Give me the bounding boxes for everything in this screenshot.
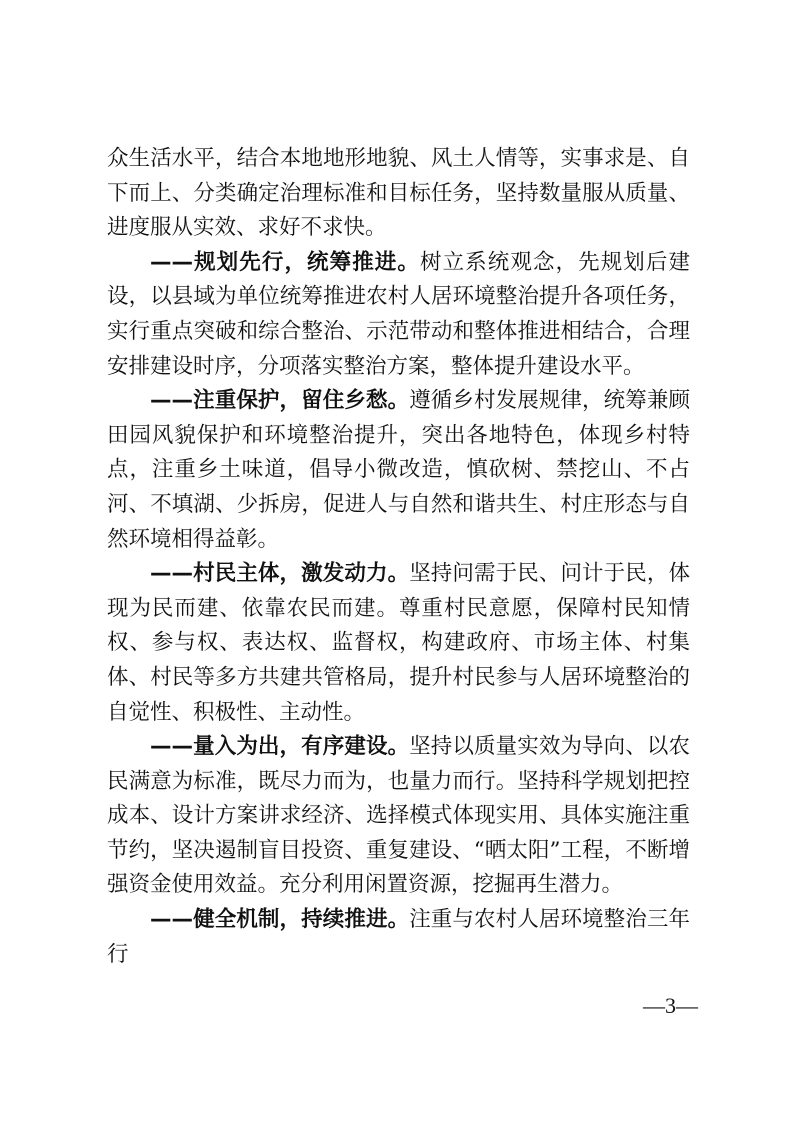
section-lead: ——注重保护，留住乡愁。 — [150, 388, 410, 414]
section-lead: ——村民主体，激发动力。 — [150, 561, 410, 587]
section-body: 坚持问需于民、问计于民，体现为民而建、依靠农民而建。尊重村民意愿，保障村民知情权、参与权、表达权、监督权，构建政府、市场主体、村集体、村民等多方共建共管格局，提升村民参与人居环境整治的自觉性、积极性、主动性。 — [107, 561, 690, 725]
section-lead: ——量入为出，有序建设。 — [150, 734, 410, 760]
section-lead: ——健全机制，持续推进。 — [150, 907, 410, 933]
document-body — [107, 142, 690, 972]
section-paragraph-planning — [107, 246, 690, 384]
section-lead: ——规划先行，统筹推进。 — [150, 249, 420, 275]
section-paragraph-mechanism — [107, 903, 690, 972]
section-paragraph-protection — [107, 384, 690, 557]
section-body: 注重与农村人居环境整治三年行 — [107, 907, 690, 967]
page-number: —3— — [643, 993, 698, 1018]
section-paragraph-budget — [107, 730, 690, 903]
section-body: 遵循乡村发展规律，统筹兼顾田园风貌保护和环境整治提升，突出各地特色，体现乡村特点，注重乡土味道，倡导小微改造，慎砍树、禁挖山、不占河、不填湖、少拆房，促进人与自然和谐共生、村庄形态与自然环境相得益彰。 — [107, 388, 690, 552]
continuation-paragraph: 众生活水平，结合本地地形地貌、风土人情等，实事求是、自下而上、分类确定治理标准和目标任务，坚持数量服从质量、进度服从实效、求好不求快。 — [107, 146, 690, 241]
section-body: 坚持以质量实效为导向、以农民满意为标准，既尽力而为，也量力而行。坚持科学规划把控成本、设计方案讲求经济、选择模式体现实用、具体实施注重节约，坚决遏制盲目投资、重复建设、“晒太阳”工程，不断增强资金使用效益。充分利用闲置资源，挖掘再生潜力。 — [107, 734, 690, 898]
section-paragraph-villagers — [107, 557, 690, 730]
section-body: 树立系统观念，先规划后建设，以县域为单位统筹推进农村人居环境整治提升各项任务，实行重点突破和综合整治、示范带动和整体推进相结合，合理安排建设时序，分项落实整治方案，整体提升建设水平。 — [107, 249, 690, 379]
